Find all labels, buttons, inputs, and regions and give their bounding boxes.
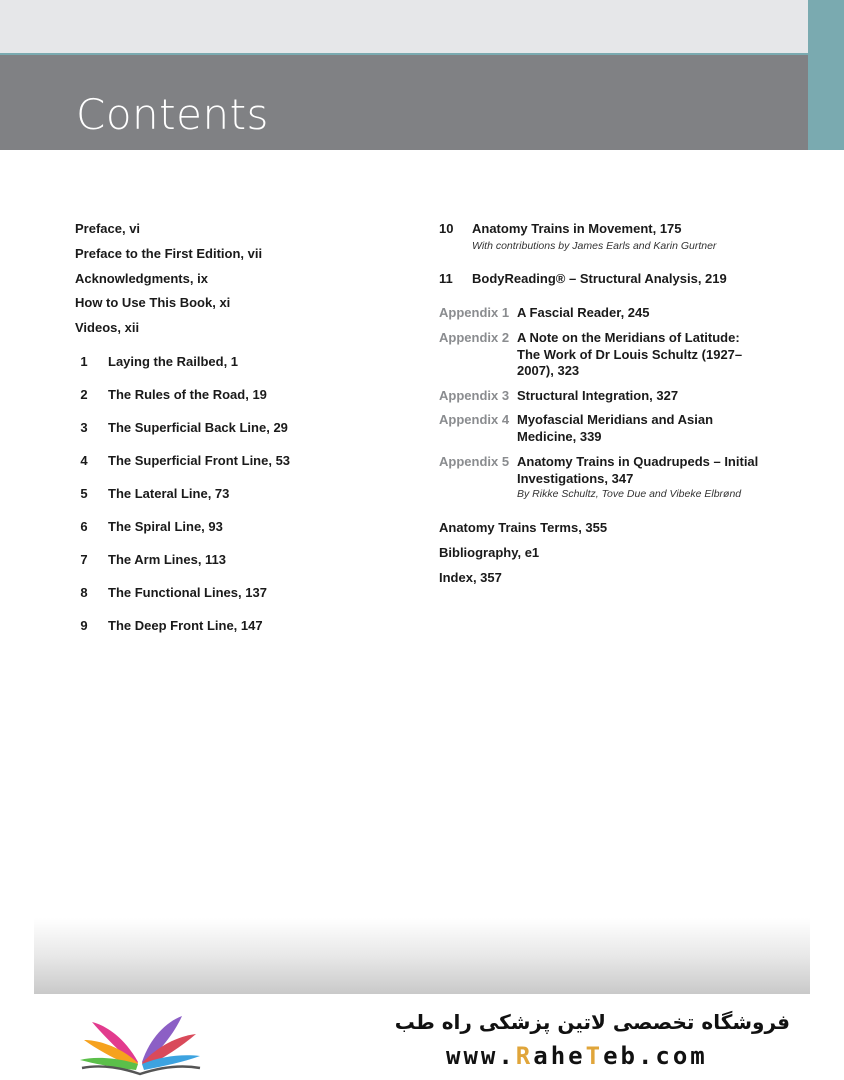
chapter-title: The Functional Lines, 137 <box>108 585 267 600</box>
chapter-number: 5 <box>80 486 88 501</box>
url-ahe: ahe <box>533 1042 586 1070</box>
chapter-title: Anatomy Trains in Movement, 175 <box>472 221 682 236</box>
chapter-number: 8 <box>80 585 88 600</box>
url-r: R <box>515 1042 534 1070</box>
chapter-title: The Superficial Front Line, 53 <box>108 453 291 468</box>
chapter-number: 10 <box>439 221 454 236</box>
chapter-title: The Deep Front Line, 147 <box>108 618 263 633</box>
chapter-10-credit: With contributions by James Earls and Karin Gurtner <box>472 240 717 252</box>
open-book-logo-icon <box>78 1006 204 1076</box>
appendix-label: Appendix 1 <box>439 305 510 320</box>
appendix-5-credit: By Rikke Schultz, Tove Due and Vibeke Elbrønd <box>517 488 742 500</box>
chapter-title: Laying the Railbed, 1 <box>108 354 239 369</box>
toc-entry-videos[interactable]: Videos, xii <box>75 320 140 335</box>
appendix-label: Appendix 3 <box>439 388 510 403</box>
toc-entry-how-to-use[interactable]: How to Use This Book, xi <box>75 295 231 310</box>
chapter-title: The Spiral Line, 93 <box>108 519 223 534</box>
chapter-title: The Lateral Line, 73 <box>108 486 230 501</box>
chapter-title: BodyReading® – Structural Analysis, 219 <box>472 271 727 286</box>
store-name: فروشگاه تخصصی لاتین پزشکی راه طب <box>394 1010 790 1034</box>
toc-entry-acknowledgments[interactable]: Acknowledgments, ix <box>75 271 208 286</box>
chapter-number: 7 <box>80 552 88 567</box>
store-url[interactable] <box>446 1042 708 1070</box>
appendix-title: Myofascial Meridians and Asian Medicine, 339 <box>517 412 714 444</box>
chapter-number: 4 <box>80 453 88 468</box>
appendix-label: Appendix 5 <box>439 454 510 469</box>
appendix-title: Anatomy Trains in Quadrupeds – Initial Investigations, 347 <box>517 454 759 486</box>
appendix-title: A Note on the Meridians of Latitude: The Work of Dr Louis Schultz (1927–2007), 323 <box>517 330 743 378</box>
chapter-number: 11 <box>439 271 453 286</box>
url-t: T <box>585 1042 604 1070</box>
toc-entry-terms[interactable]: Anatomy Trains Terms, 355 <box>439 520 608 535</box>
footer-fade-band <box>34 918 810 994</box>
chapter-number: 6 <box>80 519 88 534</box>
chapter-number: 1 <box>80 354 88 369</box>
toc-entry-index[interactable]: Index, 357 <box>439 570 502 585</box>
url-suffix: eb.com <box>603 1042 708 1070</box>
side-color-tab <box>808 0 844 150</box>
chapter-title: The Superficial Back Line, 29 <box>108 420 288 435</box>
chapter-number: 2 <box>80 387 88 402</box>
toc-entry-bibliography[interactable]: Bibliography, e1 <box>439 545 540 560</box>
chapter-title: The Rules of the Road, 19 <box>108 387 267 402</box>
top-strip <box>0 0 808 54</box>
chapter-number: 3 <box>80 420 88 435</box>
appendix-label: Appendix 2 <box>439 330 510 345</box>
page-title: Contents <box>76 90 269 139</box>
appendix-title: Structural Integration, 327 <box>517 388 679 403</box>
url-prefix: www. <box>446 1042 516 1070</box>
toc-entry-preface[interactable]: Preface, vi <box>75 221 141 236</box>
appendix-label: Appendix 4 <box>439 412 510 427</box>
appendix-title: A Fascial Reader, 245 <box>517 305 650 320</box>
chapter-title: The Arm Lines, 113 <box>108 552 227 567</box>
toc-entry-preface-first-edition[interactable]: Preface to the First Edition, vii <box>75 246 263 261</box>
chapter-number: 9 <box>80 618 88 633</box>
